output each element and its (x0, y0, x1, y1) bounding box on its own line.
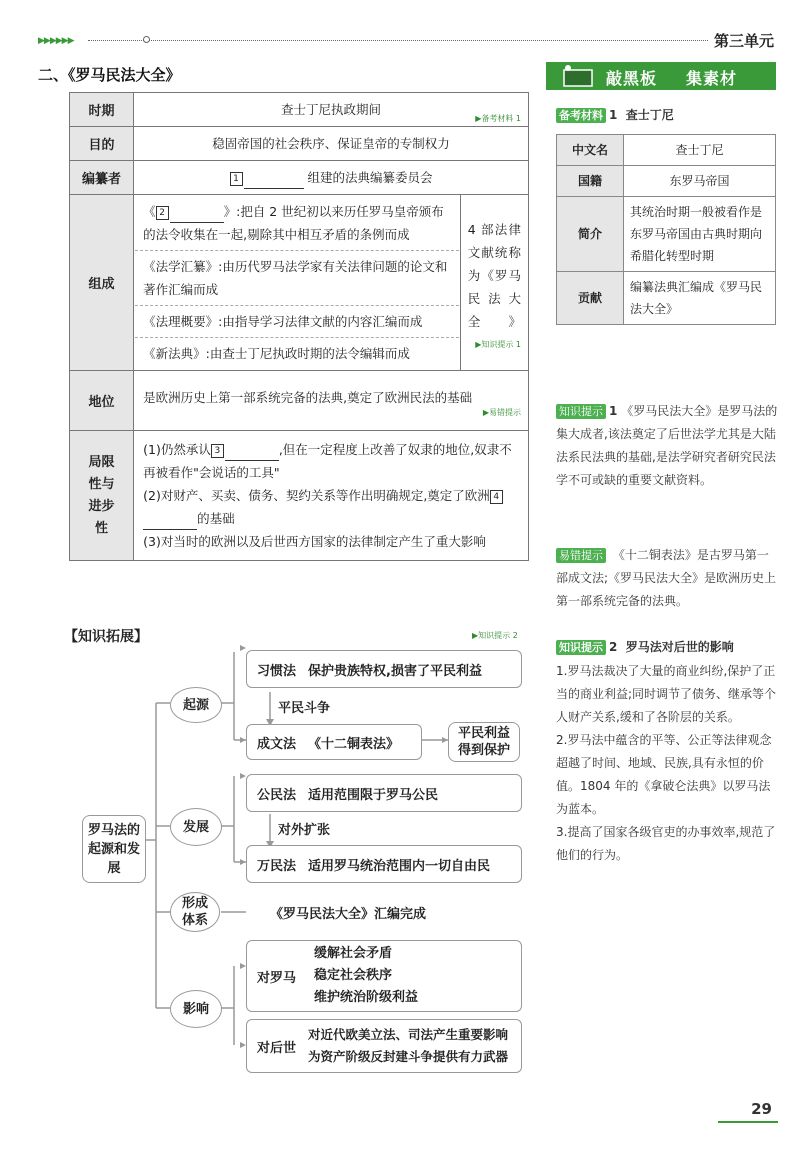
mistake-text: 《十二铜表法》是古罗马第一部成文法;《罗马民法大全》是欧洲历史上第一部系统完备的法典。 (556, 548, 777, 608)
table-row: 贡献 编纂法典汇编成《罗马民法大全》 (557, 272, 776, 325)
list-item: 1.罗马法裁决了大量的商业纠纷,保护了正当的商业利益;同时调节了债务、继承等个人财产关系,缓和了各阶层的关系。 (556, 664, 777, 724)
composition-item: 《新法典》:由查士丁尼执政时期的法令编辑而成 (143, 346, 410, 361)
formation-value: 《罗马民法大全》汇编完成 (270, 907, 427, 922)
table-row: 中文名 查士丁尼 (557, 135, 776, 166)
influence-rome-item: 稳定社会秩序 (314, 968, 393, 983)
status-value: 是欧洲历史上第一部系统完备的法典,奠定了欧洲民法的基础 (143, 390, 473, 405)
unit-title: 第三单元 (713, 32, 774, 50)
banner-part2: 集素材 (686, 69, 738, 88)
composition-item: 《法理概要》:由指导学习法律文献的内容汇编而成 (135, 306, 459, 338)
limits-item-1: (1)仍然承认 3 ,但在一定程度上改善了奴隶的地位,奴隶不再被看作"会说话的工具" (143, 442, 512, 480)
banner-part1: 敲黑板 (606, 69, 658, 88)
purpose-value: 稳固帝国的社会秩序、保证皇帝的专制权力 (212, 136, 450, 151)
tip2-list (556, 660, 780, 867)
period-tag: ▶备考材料 1 (475, 114, 521, 123)
written-law-key: 成文法 (257, 736, 297, 752)
sidebar-banner (546, 62, 776, 90)
tip1-block: 知识提示 1 《罗马民法大全》是罗马法的集大成者,该法奠定了后世法学尤其是大陆法系民法典的基础,是法学研究者研究民法学不可或缺的重要文献资料。 (556, 404, 778, 487)
blackboard-icon (558, 64, 598, 88)
material1-heading: 备考材料 1 查士丁尼 (556, 104, 674, 127)
written-law-row (246, 724, 422, 760)
node-development: 发展 (170, 808, 222, 846)
page-number: 29 (751, 1100, 772, 1118)
tip2-heading: 知识提示 2 罗马法对后世的影响 (556, 636, 780, 659)
tip1-badge: 知识提示 (556, 404, 606, 419)
row-label-composition: 组成 (70, 195, 134, 371)
compiler-value: 组建的法典编纂委员会 (307, 170, 433, 185)
plebeian-result: 平民利益得到保护 (448, 722, 520, 762)
period-value: 查士丁尼执政期间 (281, 102, 382, 117)
limits-item-3: (3)对当时的欧洲以及后世西方国家的法律制定产生了重大影响 (143, 534, 486, 549)
influence-rome-row (246, 940, 522, 1012)
row-label-period: 时期 (70, 93, 134, 127)
header-arrows: ▶▶▶▶▶▶ (38, 36, 74, 46)
blank-number-1: 1 (230, 172, 243, 186)
node-formation: 形成体系 (170, 892, 220, 932)
table-row: 简介 其统治时期一般被看作是东罗马帝国由古典时期向希腊化转型时期 (557, 197, 776, 272)
civil-law-key: 公民法 (257, 787, 297, 803)
composition-tag: ▶知识提示 1 (475, 340, 521, 349)
composition-item: 《 2 》:把自 2 世纪初以来历任罗马皇帝颁布的法令收集在一起,剔除其中相互矛盾的条例而成 (135, 196, 459, 251)
law-of-nations-value: 适用罗马统治范围内一切自由民 (308, 858, 491, 874)
customary-law-row (246, 650, 522, 688)
row-label-status: 地位 (70, 371, 134, 431)
mindmap-root: 罗马法的起源和发展 (82, 815, 146, 883)
node-influence: 影响 (170, 990, 222, 1028)
influence-rome-item: 维护统治阶级利益 (314, 990, 419, 1005)
influence-rome-key: 对罗马 (257, 970, 297, 986)
law-of-nations-key: 万民法 (257, 858, 297, 874)
influence-later-row (246, 1019, 522, 1073)
influence-later-item: 为资产阶级反封建斗争提供有力武器 (308, 1049, 509, 1064)
table-row: 国籍 东罗马帝国 (557, 166, 776, 197)
limits-item-2: (2)对财产、买卖、债务、契约关系等作出明确规定,奠定了欧洲 4的基础 (143, 484, 519, 530)
civil-law-row (246, 774, 522, 812)
blank-number-3: 3 (211, 444, 224, 458)
row-label-compiler: 编纂者 (70, 161, 134, 195)
tip1-text: 《罗马民法大全》是罗马法的集大成者,该法奠定了后世法学尤其是大陆法系民法典的基础,是法学研究者研究民法学不可或缺的重要文献资料。 (556, 404, 778, 487)
tip2-title: 罗马法对后世的影响 (625, 640, 734, 654)
influence-later-key: 对后世 (257, 1040, 297, 1056)
expansion-title: 【知识拓展】 (64, 629, 148, 645)
external-expansion: 对外扩张 (278, 823, 331, 838)
material1-table (556, 134, 776, 325)
written-law-value: 《十二铜表法》 (308, 736, 400, 752)
composition-item: 《法学汇纂》:由历代罗马法学家有关法律问题的论文和著作汇编而成 (135, 251, 459, 306)
mistake-badge: 易错提示 (556, 548, 606, 563)
law-of-nations-row (246, 845, 522, 883)
tip2-badge: 知识提示 (556, 640, 606, 655)
blank-number-2: 2 (156, 206, 169, 220)
row-label-limits: 局限性与进步性 (70, 431, 134, 561)
expansion-tag: ▶知识提示 2 (472, 631, 518, 640)
node-origin: 起源 (170, 687, 222, 723)
civil-law-value: 适用范围限于罗马公民 (308, 787, 439, 803)
customary-law-value: 保护贵族特权,损害了平民利益 (308, 663, 482, 679)
influence-rome-item: 缓解社会矛盾 (314, 946, 393, 961)
row-label-purpose: 目的 (70, 127, 134, 161)
status-tag: ▶易错提示 (482, 408, 521, 417)
page-number-underline (718, 1121, 778, 1123)
customary-law-key: 习惯法 (257, 663, 297, 679)
list-item: 2.罗马法中蕴含的平等、公正等法律观念超越了时间、地域、民族,具有永恒的价值。1804 年的《拿破仑法典》以罗马法为蓝本。 (556, 733, 772, 816)
section-title: 二、《罗马民法大全》 (38, 66, 181, 84)
material1-badge: 备考材料 (556, 108, 606, 123)
influence-later-item: 对近代欧美立法、司法产生重要影响 (308, 1027, 509, 1042)
list-item: 3.提高了国家各级官吏的办事效率,规范了他们的行为。 (556, 825, 776, 862)
composition-summary: 4 部法律文献统称为《罗马民法大全》 (467, 222, 521, 329)
blank-number-4: 4 (490, 490, 503, 504)
mistake-block (556, 544, 780, 613)
material1-title: 查士丁尼 (625, 108, 674, 122)
plebeian-struggle: 平民斗争 (278, 701, 331, 716)
